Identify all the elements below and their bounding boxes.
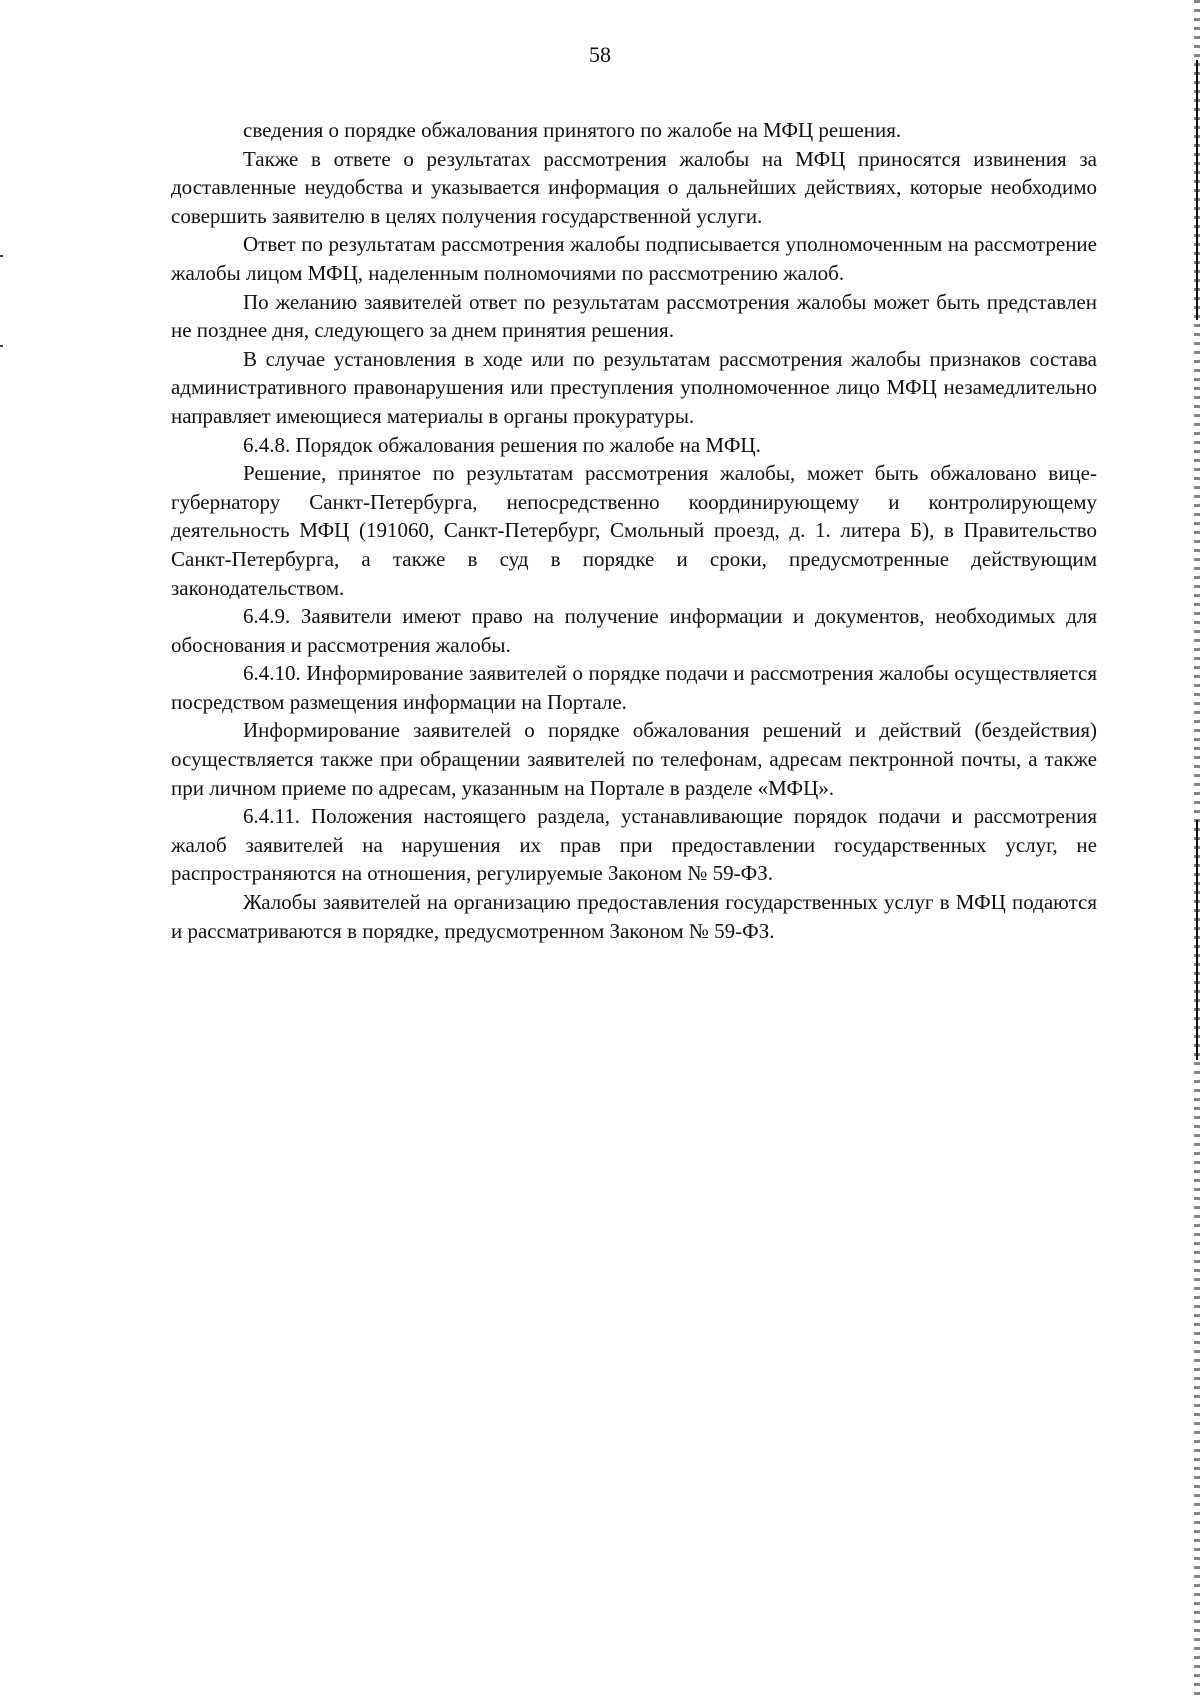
paragraph: Информирование заявителей о порядке обжалования решений и действий (бездействия) осуществляется также при обращении заявителей по телефонам, адресам пектронной почты, а также при личном приеме по адресам, указанным на Портале в разделе «МФЦ». bbox=[171, 718, 1097, 800]
paragraph: Жалобы заявителей на организацию предоставления государственных услуг в МФЦ подаются и рассматриваются в порядке, предусмотренном Законом № 59-ФЗ. bbox=[171, 890, 1097, 943]
scan-mark-left bbox=[0, 345, 3, 347]
paragraph: 6.4.9. Заявители имеют право на получение информации и документов, необходимых для обоснования и рассмотрения жалобы. bbox=[171, 604, 1097, 657]
paragraph: Решение, принятое по результатам рассмотрения жалобы, может быть обжаловано вице-губернатору Санкт-Петербурга, непосредственно координирующему и контролирующему деятельность МФЦ (191060, Санкт-Петербург, Смольный проезд, д. 1. литера Б), в Правительство Санкт-Петербурга, а также в суд в порядке и сроки, предусмотренные действующим законодательством. bbox=[171, 461, 1097, 600]
scan-edge-line bbox=[1196, 820, 1198, 1060]
paragraph: 6.4.10. Информирование заявителей о порядке подачи и рассмотрения жалобы осуществляется посредством размещения информации на Портале. bbox=[171, 661, 1097, 714]
paragraph: Ответ по результатам рассмотрения жалобы подписывается уполномоченным на рассмотрение жалобы лицом МФЦ, наделенным полномочиями по рассмотрению жалоб. bbox=[171, 232, 1097, 285]
paragraph: В случае установления в ходе или по результатам рассмотрения жалобы признаков состава административного правонарушения или преступления уполномоченное лицо МФЦ незамедлительно направляет имеющиеся материалы в органы прокуратуры. bbox=[171, 346, 1097, 428]
section-heading-6-4-8: 6.4.8. Порядок обжалования решения по жалобе на МФЦ. bbox=[243, 432, 761, 457]
scan-edge-line bbox=[1196, 60, 1198, 320]
paragraph: 6.4.11. Положения настоящего раздела, устанавливающие порядок подачи и рассмотрения жалоб заявителей на нарушения их прав при предоставлении государственных услуг, не распространяются на отношения, регулируемые Законом № 59-ФЗ. bbox=[171, 804, 1097, 886]
document-body bbox=[171, 116, 1097, 945]
scan-mark-left bbox=[0, 255, 3, 257]
page-number: 58 bbox=[589, 42, 611, 67]
paragraph: сведения о порядке обжалования принятого по жалобе на МФЦ решения. bbox=[243, 118, 902, 142]
paragraph: По желанию заявителей ответ по результатам рассмотрения жалобы может быть представлен не позднее дня, следующего за днем принятия решения. bbox=[171, 289, 1097, 343]
paragraph: Также в ответе о результатах рассмотрения жалобы на МФЦ приносятся извинения за доставленные неудобства и указывается информация о дальнейших действиях, которые необходимо совершить заявителю в целях получения государственной услуги. bbox=[171, 146, 1097, 228]
